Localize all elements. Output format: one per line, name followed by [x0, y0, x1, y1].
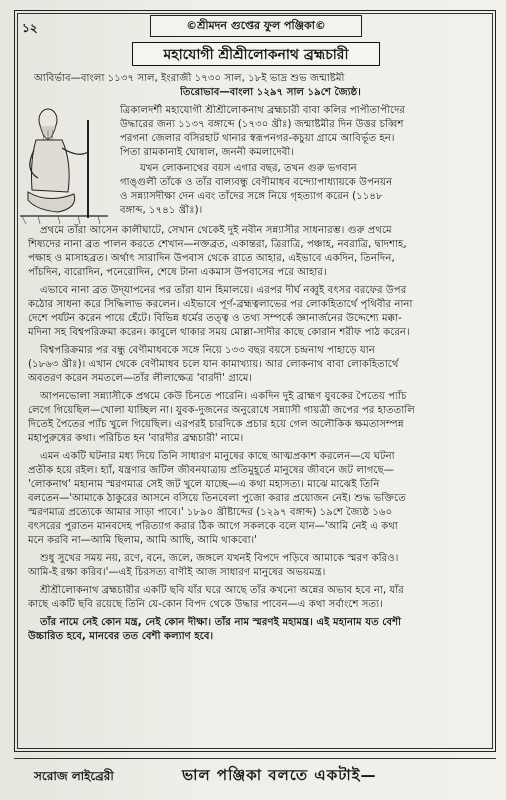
text-line: পিতা রামকানাই ঘোষাল, জননী কমলাদেবী।: [120, 147, 294, 158]
lokenath-portrait-illustration: [18, 100, 110, 228]
text-line: শ্রীশ্রীলোকনাথ ব্রহ্মচারীর একটি ছবি যাঁর ঘরে আছে তাঁর কখনো অন্নের অভাব হবে না, যাঁর: [40, 585, 404, 596]
text-line: মহাপুরুষের কথা। পরিচিত হন 'বারদীর ব্রহ্মচারী' নামে।: [28, 433, 244, 444]
text-line: আপনভোলা সন্ন্যাসীকে প্রথমে কেউ চিনতে পারেনি। একদিন দুই ব্রাহ্মণ যুবকের পৈতেয় প্যাঁচ: [40, 391, 407, 402]
text-line: ত্রিকালদর্শী মহাযোগী শ্রীশ্রীলোকনাথ ব্রহ্মচারী বাবা কলির পাপীতাপীদের: [120, 105, 406, 116]
footer-divider: [14, 758, 496, 759]
text-line: স্মরণমাত্র প্রত্যেকে আমার সাড়া পাবে।' ১৮৯০ খ্রীষ্টাব্দের (১২৯৭ বঙ্গাব্দ) ১৯শে জ্যৈষ্ঠ ১৬০: [28, 507, 393, 518]
text-line: মদিনা সহ বিশ্বপরিক্রমা করেন। কাবুলে থাকার সময় মোল্লা-সাদীর কাছে কোরান শরীফ পাঠ করেন।: [28, 327, 410, 338]
text-line: লেগে গিয়েছিল—খোলা যাচ্ছিল না। যুবক-দুজনের অনুরোধে সন্ন্যাসী গায়ত্রী জপের পর হাততালি: [28, 405, 415, 416]
text-line: বিশ্বপরিক্রমার পর বন্ধু বেণীমাধবকে সঙ্গে নিয়ে ১৩৩ বছর বয়সে চন্দ্রনাথ পাহাড়ে যান: [40, 345, 375, 356]
text-line: ও সন্ন্যাসদীক্ষা দেন এবং তাঁদের সঙ্গে নিয়ে গৃহত্যাগ করেন (১১৪৮: [120, 191, 383, 202]
text-line: বঙ্গাব্দ, ১৭৪১ খ্রীঃ)।: [120, 205, 203, 216]
text-line: আমি-ই রক্ষা করিব।'—এই চিরসত্য বাণীই আজ সাধারণ মানুষের অভয়মন্ত্র।: [28, 567, 326, 578]
page-number: ১২: [22, 21, 38, 35]
text-line: পরগনা জেলার বসিরহাট থানার স্বরূপনগর-কচুয়া গ্রামে আবির্ভূত হন।: [120, 133, 395, 144]
text-line: কাছে একটি ছবি রয়েছে তিনি যে-কোন বিপদ থেকে উদ্ধার পাবেন—এ কথা সর্বাংশে সত্য।: [28, 599, 383, 610]
text-line: পক্ষাহ ও মাসাহব্রত। অর্থাৎ সারাদিন উপবাস থেকে রাতে আহার, এইভাবে একদিন, তিনদিন,: [28, 253, 395, 264]
text-line: 'লোকনাথ' মহানাম স্মরণমাত্র সেই জট খুলে যাচ্ছে—এ কথা মহাসত্য। মাঝে মাঝেই তিনি: [28, 479, 380, 490]
text-line: পাঁচদিন, বারোদিন, পনেরোদিন, শেষে টানা একমাস উপবাসের পরে আহার।: [28, 267, 327, 278]
text-line: দেশে পর্যটন করেন পায়ে হেঁটে। বিভিন্ন ধর্মের তত্ত্ব ও তথ্য সম্পর্কে জ্ঞানার্জনের উদ্দেশ্যে মক্কা-: [28, 313, 402, 324]
text-line: শুধু সুখের সময় নয়, রণে, বনে, জলে, জঙ্গলে যখনই বিপদে পড়িবে আমাকে স্মরণ করিও।: [40, 553, 399, 564]
text-line: বৎসরের পুরাতন মানবদেহ পরিত্যাগ করার ঠিক আগে সকলকে বলে যান—'আমি নেই এ কথা: [28, 521, 398, 532]
footer-slogan: ভাল পঞ্জিকা বলতে একটাই—: [182, 766, 377, 784]
text-line: মনে করবি না—আমি ছিলাম, আমি আছি, আমি থাকবো।': [28, 535, 257, 546]
text-line: শিষ্যদের নানা ব্রত পালন করতে শেখান—নক্তব্রত, একান্তরা, ত্রিরাত্রি, পঞ্চাহ, নবরাত্রি, দ্বাদশাহ,: [28, 239, 407, 250]
text-line: অবতরণ করেন সমতলে—তাঁর লীলাক্ষেত্র 'বারদী' গ্রামে।: [28, 373, 253, 384]
text-line: উচ্চারিত হবে, মানবের তত বেশী কল্যাণ হবে।: [28, 631, 214, 642]
text-line: যখন লোকনাথের বয়স এগার বছর, তখন গুরু ভগবান: [140, 163, 357, 174]
text-line: উদ্ধারের জন্য ১১৩৭ বঙ্গাব্দে (১৭৩০ খ্রীঃ) জন্মাষ্টমীর দিন উত্তর চব্বিশ: [120, 119, 404, 130]
publisher-name: সরোজ লাইব্রেরী: [34, 769, 114, 783]
text-line: এমন একটি ঘটনার মধ্য দিয়ে তিনি সাধারণ মানুষের কাছে আত্মপ্রকাশ করলেন—যে ঘটনা: [40, 451, 395, 462]
text-line: দিতেই পৈতের প্যাঁচ খুলে গিয়েছিল। এরপরই চারদিকে প্রচার হয়ে গেল অলৌকিক ক্ষমতাসম্পন্ন: [28, 419, 404, 430]
text-line: প্রতীক হয়ে রইল। হ্যাঁ, যন্ত্রণার জটিল জীবনযাত্রায় প্রতিমুহূর্তে মানুষের জীবনে জট লাগছে—: [28, 465, 394, 476]
text-line: বলতেন—'আমাকে ঠাকুরের আসনে বসিয়ে তিনবেলা পুজো করার প্রয়োজন নেই। শুদ্ধ ভক্তিতে: [28, 493, 406, 504]
text-line: তাঁর নামে নেই কোন মন্ত্র, নেই কোন দীক্ষা। তাঁর নাম স্মরণই মহামন্ত্র। এই মহানাম যত বেশী: [40, 617, 402, 628]
text-line: প্রথমে তাঁরা আসেন কালীঘাটে, সেখান থেকেই দুই নবীন সন্ন্যাসীর সাধনারম্ভ। গুরু প্রথমে: [40, 225, 392, 236]
publication-header: ©শ্রীমদন গুপ্তের ফুল পঞ্জিকা©: [150, 15, 362, 37]
death-line: তিরোভাব—বাংলা ১২৯৭ সাল ১৯শে জ্যৈষ্ঠ।: [180, 87, 361, 98]
text-line: এভাবে নানা ব্রত উদ্‌যাপনের পর তাঁরা যান হিমালয়ে। এরপর দীর্ঘ নব্বুই বৎসর বরফের উপর: [40, 285, 407, 296]
birth-line: আবির্ভাব—বাংলা ১১৩৭ সাল, ইংরাজী ১৭৩০ সাল, ১৮ই ভাদ্র শুভ জন্মাষ্টমী: [34, 73, 345, 84]
text-line: গাঙ্গুলী তাঁকে ও তাঁর বাল্যবন্ধু বেণীমাধব বন্দ্যোপাধ্যায়কে উপনয়ন: [120, 177, 393, 188]
text-line: কঠোর সাধনা করে সিদ্ধিলাভ করলেন। এইভাবে পূর্ণ-ব্রহ্মত্বলাভের পর লোকহিতার্থে পৃথিবীর নানা: [28, 299, 413, 310]
article-title: মহাযোগী শ্রীশ্রীলোকনাথ ব্রহ্মচারী: [132, 42, 380, 66]
text-line: (১৮৬৩ খ্রীঃ)। এখান থেকে বেণীমাধব চলে যান কামাখ্যায়। আর লোকনাথ বাবা লোকহিতার্থে: [28, 359, 399, 370]
